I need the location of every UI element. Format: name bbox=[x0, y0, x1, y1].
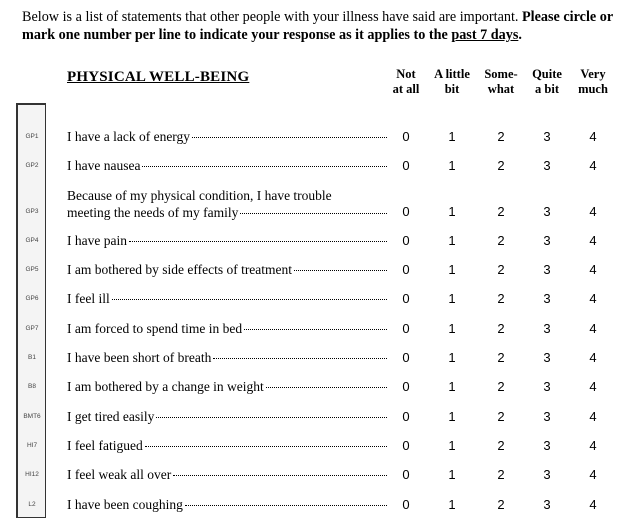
item-row bbox=[0, 378, 630, 396]
response-option-2[interactable]: 2 bbox=[497, 291, 505, 306]
item-statement bbox=[67, 496, 387, 513]
dot-leader bbox=[213, 358, 387, 359]
item-row bbox=[0, 232, 630, 250]
item-statement bbox=[67, 349, 387, 366]
scale-header-3: Quite a bit bbox=[532, 67, 562, 96]
response-option-1[interactable]: 1 bbox=[448, 438, 456, 453]
response-option-2[interactable]: 2 bbox=[497, 233, 505, 248]
response-option-3[interactable]: 3 bbox=[543, 497, 551, 512]
scale-header-4: Very much bbox=[578, 67, 608, 96]
response-option-1[interactable]: 1 bbox=[448, 409, 456, 424]
scale-header-1: A little bit bbox=[434, 67, 470, 96]
item-statement-text: I have a lack of energy bbox=[67, 129, 191, 144]
item-statement-text: I am forced to spend time in bed bbox=[67, 321, 243, 336]
scale-header-2: Some- what bbox=[484, 67, 518, 96]
response-option-2[interactable]: 2 bbox=[497, 350, 505, 365]
item-row bbox=[0, 290, 630, 308]
item-code: GP4 bbox=[25, 237, 39, 244]
response-option-3[interactable]: 3 bbox=[543, 262, 551, 277]
response-option-1[interactable]: 1 bbox=[448, 497, 456, 512]
response-option-0[interactable]: 0 bbox=[402, 409, 410, 424]
response-option-4[interactable]: 4 bbox=[589, 129, 597, 144]
response-option-0[interactable]: 0 bbox=[402, 467, 410, 482]
item-code: HI7 bbox=[26, 442, 38, 449]
response-option-2[interactable]: 2 bbox=[497, 467, 505, 482]
response-option-0[interactable]: 0 bbox=[402, 438, 410, 453]
response-option-4[interactable]: 4 bbox=[589, 438, 597, 453]
item-code: L2 bbox=[28, 501, 36, 508]
response-option-4[interactable]: 4 bbox=[589, 497, 597, 512]
instructions bbox=[22, 8, 622, 44]
response-option-4[interactable]: 4 bbox=[589, 321, 597, 336]
response-option-4[interactable]: 4 bbox=[589, 409, 597, 424]
item-row bbox=[0, 349, 630, 367]
dot-leader bbox=[173, 475, 387, 476]
response-option-3[interactable]: 3 bbox=[543, 467, 551, 482]
response-option-2[interactable]: 2 bbox=[497, 409, 505, 424]
response-option-3[interactable]: 3 bbox=[543, 438, 551, 453]
response-option-2[interactable]: 2 bbox=[497, 158, 505, 173]
response-option-0[interactable]: 0 bbox=[402, 350, 410, 365]
response-option-4[interactable]: 4 bbox=[589, 262, 597, 277]
response-option-0[interactable]: 0 bbox=[402, 204, 410, 219]
item-code: GP2 bbox=[25, 162, 39, 169]
instructions-bold: Please circle or mark one number per line to indicate your response as it applies to the past 7 days. bbox=[22, 9, 613, 43]
item-statement-text: I am bothered by a change in weight bbox=[67, 379, 264, 394]
dot-leader bbox=[156, 417, 387, 418]
item-code: GP5 bbox=[25, 266, 39, 273]
response-option-3[interactable]: 3 bbox=[543, 409, 551, 424]
item-statement-text: I have been coughing bbox=[67, 497, 183, 512]
response-option-2[interactable]: 2 bbox=[497, 497, 505, 512]
response-option-1[interactable]: 1 bbox=[448, 129, 456, 144]
response-option-1[interactable]: 1 bbox=[448, 467, 456, 482]
response-option-1[interactable]: 1 bbox=[448, 158, 456, 173]
response-option-1[interactable]: 1 bbox=[448, 262, 456, 277]
item-code: HI12 bbox=[25, 471, 39, 478]
response-option-1[interactable]: 1 bbox=[448, 233, 456, 248]
response-option-3[interactable]: 3 bbox=[543, 291, 551, 306]
item-code: GP6 bbox=[25, 295, 39, 302]
response-option-3[interactable]: 3 bbox=[543, 233, 551, 248]
response-option-0[interactable]: 0 bbox=[402, 233, 410, 248]
response-option-3[interactable]: 3 bbox=[543, 204, 551, 219]
response-option-1[interactable]: 1 bbox=[448, 321, 456, 336]
item-row bbox=[0, 496, 630, 514]
response-option-0[interactable]: 0 bbox=[402, 291, 410, 306]
dot-leader bbox=[142, 166, 387, 167]
item-row bbox=[0, 408, 630, 426]
item-row bbox=[0, 466, 630, 484]
response-option-4[interactable]: 4 bbox=[589, 204, 597, 219]
item-statement bbox=[67, 128, 387, 145]
response-option-3[interactable]: 3 bbox=[543, 158, 551, 173]
item-code: GP7 bbox=[25, 325, 39, 332]
dot-leader bbox=[240, 213, 387, 214]
response-option-4[interactable]: 4 bbox=[589, 158, 597, 173]
item-statement bbox=[67, 261, 387, 278]
response-option-4[interactable]: 4 bbox=[589, 350, 597, 365]
item-code: GP1 bbox=[25, 133, 39, 140]
dot-leader bbox=[145, 446, 387, 447]
response-option-0[interactable]: 0 bbox=[402, 379, 410, 394]
response-option-4[interactable]: 4 bbox=[589, 291, 597, 306]
item-statement bbox=[67, 320, 387, 337]
instructions-intro: Below is a list of statements that other people with your illness have said are important. bbox=[22, 9, 522, 25]
dot-leader bbox=[129, 241, 387, 242]
item-statement bbox=[67, 290, 387, 307]
dot-leader bbox=[185, 505, 387, 506]
item-statement-text: I have been short of breath bbox=[67, 350, 212, 365]
item-statement-text: I am bothered by side effects of treatment bbox=[67, 262, 293, 277]
item-row bbox=[0, 261, 630, 279]
dot-leader bbox=[244, 329, 387, 330]
item-row bbox=[0, 128, 630, 146]
item-statement-text: I feel ill bbox=[67, 291, 110, 306]
item-row bbox=[0, 157, 630, 175]
item-statement-text: I have pain bbox=[67, 233, 127, 248]
item-row bbox=[0, 320, 630, 338]
item-code: GP3 bbox=[25, 208, 39, 215]
item-statement bbox=[67, 437, 387, 454]
item-statement-text: I have nausea bbox=[67, 158, 141, 173]
item-row bbox=[0, 188, 630, 221]
dot-leader bbox=[294, 270, 387, 271]
response-option-1[interactable]: 1 bbox=[448, 204, 456, 219]
response-option-2[interactable]: 2 bbox=[497, 438, 505, 453]
response-option-0[interactable]: 0 bbox=[402, 321, 410, 336]
item-statement bbox=[67, 187, 387, 221]
response-option-1[interactable]: 1 bbox=[448, 291, 456, 306]
section-title: PHYSICAL WELL-BEING bbox=[67, 69, 250, 85]
response-option-3[interactable]: 3 bbox=[543, 129, 551, 144]
response-option-4[interactable]: 4 bbox=[589, 233, 597, 248]
item-row bbox=[0, 437, 630, 455]
item-statement bbox=[67, 378, 387, 395]
response-option-0[interactable]: 0 bbox=[402, 497, 410, 512]
item-statement bbox=[67, 232, 387, 249]
response-option-3[interactable]: 3 bbox=[543, 350, 551, 365]
response-option-2[interactable]: 2 bbox=[497, 129, 505, 144]
response-option-2[interactable]: 2 bbox=[497, 204, 505, 219]
instructions-period: past 7 days bbox=[451, 27, 519, 43]
item-code: BMT6 bbox=[23, 413, 41, 420]
item-code: B8 bbox=[28, 383, 36, 390]
item-statement-text: meeting the needs of my family bbox=[67, 205, 239, 220]
response-option-2[interactable]: 2 bbox=[497, 262, 505, 277]
item-code: B1 bbox=[28, 354, 36, 361]
response-option-0[interactable]: 0 bbox=[402, 158, 410, 173]
item-statement-text: I feel weak all over bbox=[67, 467, 172, 482]
item-statement bbox=[67, 408, 387, 425]
response-option-3[interactable]: 3 bbox=[543, 321, 551, 336]
item-statement bbox=[67, 466, 387, 483]
response-option-0[interactable]: 0 bbox=[402, 129, 410, 144]
dot-leader bbox=[266, 387, 387, 388]
dot-leader bbox=[192, 137, 387, 138]
response-option-1[interactable]: 1 bbox=[448, 379, 456, 394]
response-option-2[interactable]: 2 bbox=[497, 379, 505, 394]
scale-header-0: Not at all bbox=[392, 67, 420, 96]
item-statement-text: I get tired easily bbox=[67, 409, 155, 424]
dot-leader bbox=[112, 299, 387, 300]
item-statement-text: I feel fatigued bbox=[67, 438, 143, 453]
response-option-1[interactable]: 1 bbox=[448, 350, 456, 365]
response-option-3[interactable]: 3 bbox=[543, 379, 551, 394]
response-option-4[interactable]: 4 bbox=[589, 467, 597, 482]
response-option-4[interactable]: 4 bbox=[589, 379, 597, 394]
response-option-0[interactable]: 0 bbox=[402, 262, 410, 277]
item-statement-line1: Because of my physical condition, I have trouble bbox=[67, 188, 332, 203]
response-option-2[interactable]: 2 bbox=[497, 321, 505, 336]
item-statement bbox=[67, 157, 387, 174]
